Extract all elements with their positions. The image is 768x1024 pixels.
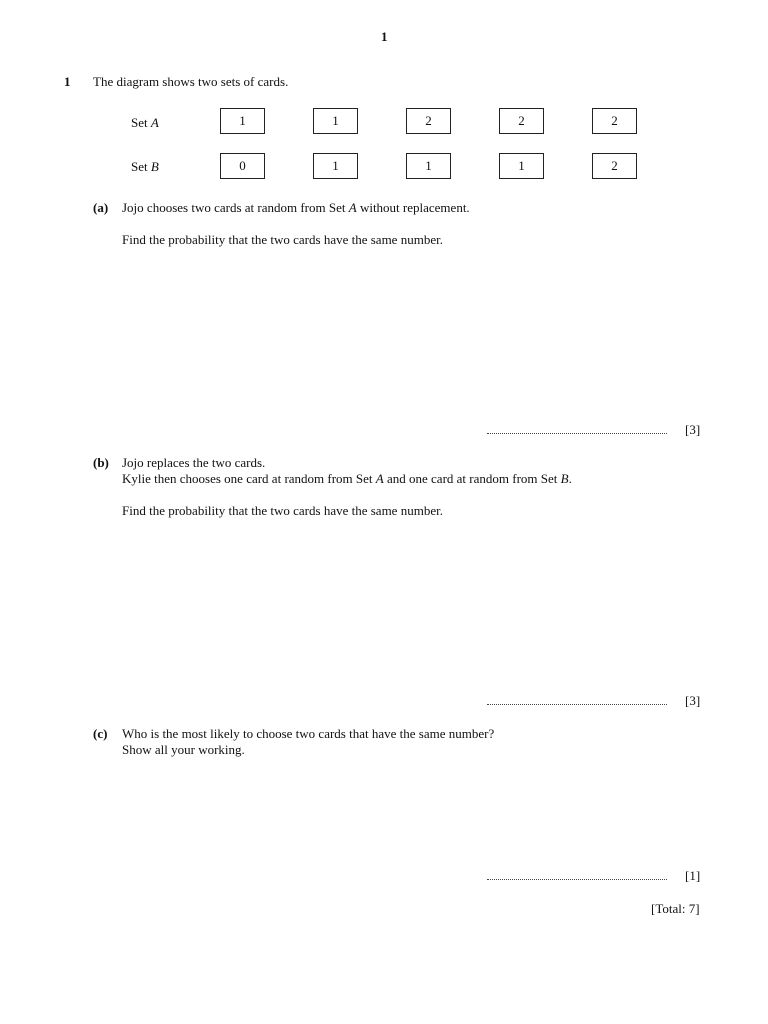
set-b-variable: B (150, 159, 159, 174)
set-b-label-text: Set (131, 159, 148, 174)
part-b-line3: Find the probability that the two cards have the same number. (122, 503, 443, 518)
set-a-card-3: 2 (406, 108, 451, 134)
part-a-line1-post: without replacement. (356, 200, 470, 215)
part-c-line2: Show all your working. (122, 742, 245, 757)
set-a-card-5: 2 (592, 108, 637, 134)
part-a-line1-pre: Jojo chooses two cards at random from Set (122, 200, 349, 215)
part-b-line2-var2: B (560, 471, 569, 486)
part-a-label: (a) (93, 200, 109, 215)
part-b-marks: [3] (685, 693, 701, 708)
part-b-label: (b) (93, 455, 109, 470)
set-b-card-3: 1 (406, 153, 451, 179)
question-number: 1 (64, 74, 71, 89)
set-b-label (131, 159, 159, 175)
part-a-line2: Find the probability that the two cards have the same number. (122, 232, 443, 247)
part-a-answer-line[interactable] (487, 431, 667, 434)
set-b-card-4: 1 (499, 153, 544, 179)
part-b-line2-var1: A (375, 471, 384, 486)
part-b-line2-mid: and one card at random from Set (383, 471, 561, 486)
part-c-answer-line[interactable] (487, 877, 667, 880)
part-b-answer-line[interactable] (487, 702, 667, 705)
part-b-line2 (122, 471, 572, 487)
set-a-card-4: 2 (499, 108, 544, 134)
page-number: 1 (381, 29, 388, 44)
part-c-line1: Who is the most likely to choose two cards that have the same number? (122, 726, 495, 741)
part-b-line1: Jojo replaces the two cards. (122, 455, 266, 470)
question-intro: The diagram shows two sets of cards. (93, 74, 289, 89)
total-marks: [Total: 7] (651, 901, 700, 916)
set-a-label (131, 115, 159, 131)
set-a-variable: A (150, 115, 159, 130)
set-b-card-2: 1 (313, 153, 358, 179)
part-c-marks: [1] (685, 868, 701, 883)
set-a-label-text: Set (131, 115, 148, 130)
part-a-line1-var: A (348, 200, 357, 215)
part-b-line2-post: . (568, 471, 572, 486)
set-a-card-1: 1 (220, 108, 265, 134)
part-b-line2-pre: Kylie then chooses one card at random from Set (122, 471, 376, 486)
part-c-label: (c) (93, 726, 108, 741)
set-b-card-5: 2 (592, 153, 637, 179)
set-b-card-1: 0 (220, 153, 265, 179)
set-a-card-2: 1 (313, 108, 358, 134)
part-a-line1 (122, 200, 470, 216)
part-a-marks: [3] (685, 422, 701, 437)
